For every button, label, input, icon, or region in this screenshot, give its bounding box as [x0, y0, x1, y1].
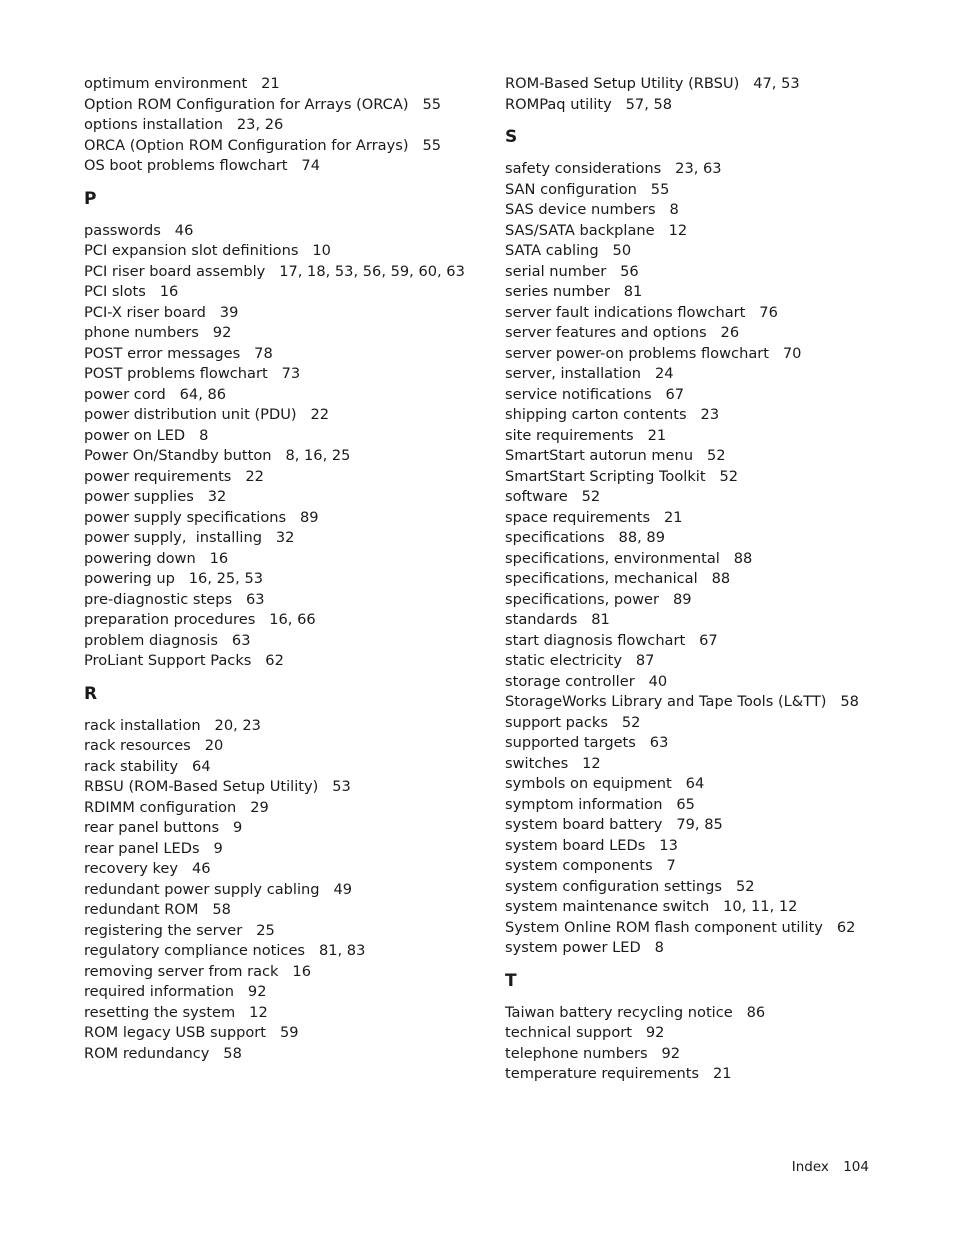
index-entry: passwords 46 — [84, 221, 194, 239]
index-entry: problem diagnosis 63 — [84, 631, 251, 649]
index-entry: space requirements 21 — [505, 508, 683, 526]
index-entry: OS boot problems flowchart 74 — [84, 157, 320, 174]
index-section-letter: T — [505, 970, 517, 991]
index-entry: SmartStart autorun menu 52 — [505, 447, 726, 464]
index-entry: system power LED 8 — [505, 939, 664, 956]
index-entry: support packs 52 — [505, 713, 641, 731]
index-entry: specifications, mechanical 88 — [505, 570, 731, 587]
index-entry: PCI slots 16 — [84, 283, 179, 300]
index-entry: server, installation 24 — [505, 365, 674, 382]
index-entry: power distribution unit (PDU) 22 — [84, 406, 330, 423]
footer-section-label: Index — [791, 1159, 829, 1175]
index-entry: system components 7 — [505, 857, 676, 874]
index-entry: switches 12 — [505, 754, 601, 772]
index-entry: safety considerations 23, 63 — [505, 160, 722, 177]
index-entry: System Online ROM flash component utility 62 — [505, 918, 856, 936]
index-entry: StorageWorks Library and Tape Tools (L&TT) 58 — [505, 693, 859, 710]
index-entry: rear panel LEDs 9 — [84, 839, 223, 857]
index-entry: system board LEDs 13 — [505, 836, 678, 854]
page-footer — [792, 1157, 869, 1177]
index-entry: shipping carton contents 23 — [505, 406, 720, 423]
index-entry: redundant power supply cabling 49 — [84, 880, 353, 898]
index-entry: system board battery 79, 85 — [505, 816, 723, 833]
index-column-right — [505, 74, 925, 1085]
index-section-letter: S — [505, 127, 518, 147]
index-entry: redundant ROM 58 — [84, 901, 231, 918]
index-entry: telephone numbers 92 — [505, 1044, 681, 1062]
index-entry: system maintenance switch 10, 11, 12 — [505, 898, 798, 915]
index-entry: rear panel buttons 9 — [84, 819, 243, 836]
index-entry: required information 92 — [84, 983, 267, 1000]
index-entry: POST problems flowchart 73 — [84, 365, 301, 382]
index-entry: PCI riser board assembly 17, 18, 53, 56, 59, 60, 63 — [84, 262, 465, 280]
index-entry: power cord 64, 86 — [84, 385, 227, 403]
index-entry: powering up 16, 25, 53 — [84, 570, 264, 587]
index-entry: PCI expansion slot definitions 10 — [84, 242, 331, 259]
index-entry: service notifications 67 — [505, 385, 685, 403]
index-entry: static electricity 87 — [505, 652, 655, 669]
index-entry: ROM legacy USB support 59 — [84, 1024, 299, 1041]
index-entry: site requirements 21 — [505, 426, 667, 444]
index-entry: rack resources 20 — [84, 737, 224, 754]
index-entry: powering down 16 — [84, 549, 229, 567]
footer-page-number: 104 — [843, 1159, 869, 1175]
index-entry: power requirements 22 — [84, 467, 264, 485]
index-section-letter: R — [84, 683, 98, 704]
index-column-left — [84, 74, 484, 1064]
index-entry: removing server from rack 16 — [84, 962, 311, 980]
index-entry: POST error messages 78 — [84, 344, 273, 362]
index-entry: SATA cabling 50 — [505, 242, 632, 259]
index-entry: SAS/SATA backplane 12 — [505, 221, 688, 239]
index-entry: resetting the system 12 — [84, 1003, 268, 1021]
index-entry: ProLiant Support Packs 62 — [84, 652, 284, 669]
index-entry: rack stability 64 — [84, 757, 211, 775]
index-entry: ROMPaq utility 57, 58 — [505, 95, 673, 113]
index-entry: software 52 — [505, 488, 601, 505]
index-entry: specifications 88, 89 — [505, 529, 665, 546]
index-entry: RBSU (ROM-Based Setup Utility) 53 — [84, 778, 351, 795]
index-entry: rack installation 20, 23 — [84, 716, 261, 734]
index-entry: Option ROM Configuration for Arrays (ORCA) 55 — [84, 95, 442, 113]
index-entry: optimum environment 21 — [84, 75, 280, 92]
index-entry: PCI-X riser board 39 — [84, 303, 239, 321]
index-entry: pre-diagnostic steps 63 — [84, 590, 265, 608]
index-entry: start diagnosis flowchart 67 — [505, 631, 718, 649]
index-entry: symbols on equipment 64 — [505, 775, 705, 792]
index-entry: Taiwan battery recycling notice 86 — [505, 1003, 766, 1021]
index-entry: technical support 92 — [505, 1024, 665, 1041]
index-entry: SAS device numbers 8 — [505, 201, 679, 218]
index-entry: series number 81 — [505, 283, 643, 300]
index-entry: options installation 23, 26 — [84, 116, 284, 133]
index-entry: SAN configuration 55 — [505, 180, 670, 198]
index-entry: power on LED 8 — [84, 426, 209, 444]
index-entry: Power On/Standby button 8, 16, 25 — [84, 447, 351, 464]
index-entry: symptom information 65 — [505, 795, 695, 813]
index-entry: power supply, installing 32 — [84, 529, 295, 546]
index-section-letter: P — [84, 188, 97, 209]
index-entry: storage controller 40 — [505, 672, 668, 690]
index-entry: temperature requirements 21 — [505, 1065, 732, 1082]
index-entry: ORCA (Option ROM Configuration for Arrays) 55 — [84, 136, 442, 154]
index-entry: preparation procedures 16, 66 — [84, 611, 316, 628]
index-entry: regulatory compliance notices 81, 83 — [84, 942, 366, 959]
index-entry: ROM redundancy 58 — [84, 1044, 242, 1062]
index-entry: SmartStart Scripting Toolkit 52 — [505, 467, 739, 485]
index-entry: server power-on problems flowchart 70 — [505, 344, 802, 362]
index-entry: RDIMM configuration 29 — [84, 798, 269, 816]
index-entry: standards 81 — [505, 611, 610, 628]
index-entry: specifications, power 89 — [505, 590, 692, 608]
index-entry: server features and options 26 — [505, 324, 740, 341]
index-entry: serial number 56 — [505, 262, 639, 280]
index-entry: recovery key 46 — [84, 860, 211, 877]
index-entry: server fault indications flowchart 76 — [505, 303, 778, 321]
index-entry: specifications, environmental 88 — [505, 549, 753, 567]
index-entry: power supplies 32 — [84, 488, 227, 505]
index-entry: phone numbers 92 — [84, 324, 232, 341]
index-entry: supported targets 63 — [505, 734, 669, 751]
index-entry: power supply specifications 89 — [84, 508, 319, 526]
index-entry: ROM-Based Setup Utility (RBSU) 47, 53 — [505, 75, 800, 92]
index-entry: system configuration settings 52 — [505, 877, 755, 895]
index-entry: registering the server 25 — [84, 921, 275, 939]
